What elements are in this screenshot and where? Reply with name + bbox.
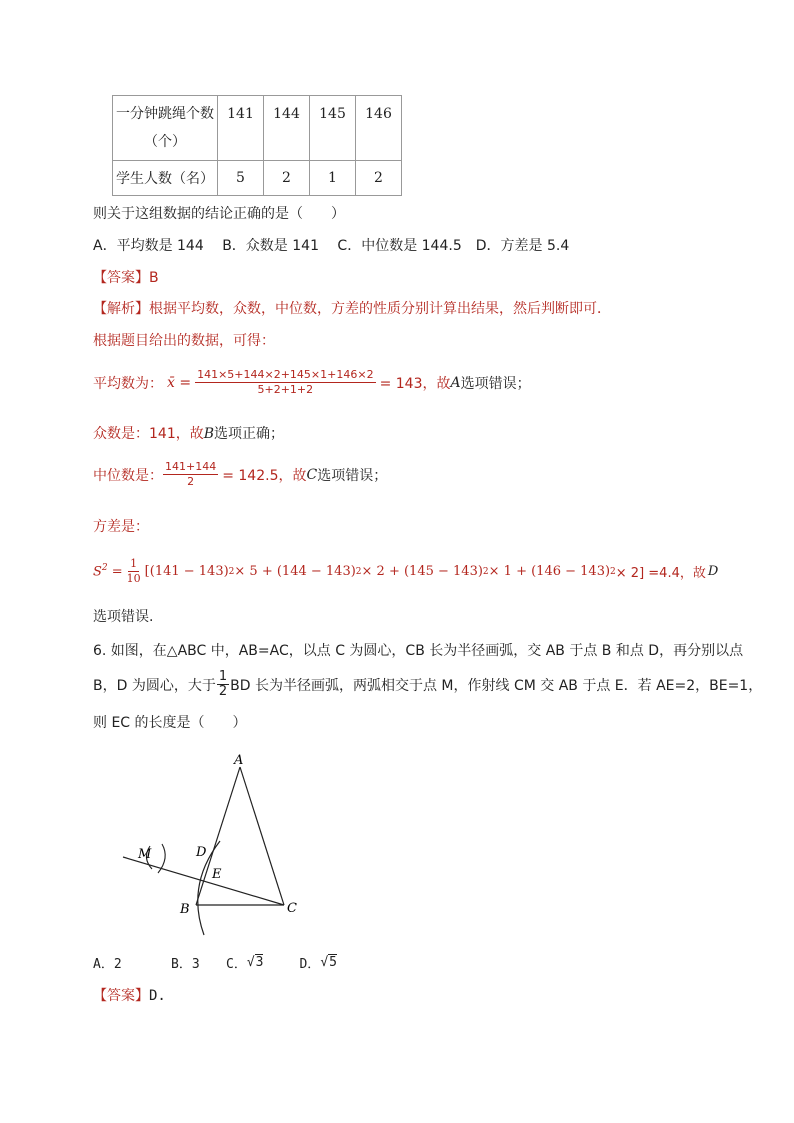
variance-formula: $S^2$ = $\frac{1}{10}$ [(141 − 143) 2 × 5 + (144 − 143) 2 × 2 + (145 − 143) 2 × 1 + (146 − 143) 2 × 2] =4.4，故 D xyxy=(93,557,719,585)
table-cell: 144 xyxy=(264,96,310,161)
half-fraction xyxy=(217,670,229,699)
sqrt3-expression: √3 xyxy=(246,955,264,970)
segment-ab xyxy=(196,767,240,905)
variance-label: 方差是： xyxy=(93,519,149,535)
half-denominator: 2 xyxy=(218,684,228,699)
median-tail: 选项错误； xyxy=(317,467,388,484)
median-result: = 142.5，故 xyxy=(222,467,307,484)
mean-line xyxy=(93,368,531,397)
label-e: E xyxy=(212,867,222,882)
mode-line xyxy=(93,423,284,443)
table-cell: 2 xyxy=(356,161,402,196)
sqrt5-expression: √5 xyxy=(320,955,337,970)
table-cell: 1 xyxy=(310,161,356,196)
sqrt3-radicand: 3 xyxy=(255,955,264,970)
label-b: B xyxy=(180,902,190,917)
variance-part: × 1 + (146 − 143) xyxy=(488,564,611,579)
q6-line2-part: BD 长为半径画弧，两弧相交于点 M，作射线 CM 交 AB 于点 E．若 AE=2，BE=1， xyxy=(230,677,763,694)
variance-part: × 2 + (145 − 143) xyxy=(361,564,483,579)
q6-answer xyxy=(93,985,166,1005)
median-denominator: 2 xyxy=(187,475,195,488)
q5-analysis xyxy=(93,298,611,318)
table-cell: 145 xyxy=(310,96,356,161)
answer-tag: 【答案】 xyxy=(93,988,149,1004)
variance-fraction xyxy=(125,557,143,586)
label-a: A xyxy=(234,753,244,768)
s-squared: $S^2$ = xyxy=(93,563,123,580)
variance-part: × 5 + (144 − 143) xyxy=(234,564,356,579)
mode-text: 众数是：141，故 xyxy=(93,426,204,442)
table-cell: 5 xyxy=(218,161,264,196)
median-label: 中位数是： xyxy=(93,467,163,484)
geometry-figure xyxy=(110,745,310,945)
variance-denominator: 10 xyxy=(126,572,141,585)
answer-tag: 【答案】 xyxy=(93,270,149,286)
median-numerator: 141+144 xyxy=(165,460,217,473)
q5-answer xyxy=(93,267,159,287)
label-m: M xyxy=(138,847,152,862)
ray-cm xyxy=(123,857,284,905)
q5-intro: 根据题目给出的数据，可得： xyxy=(93,333,275,349)
table-cell: 141 xyxy=(218,96,264,161)
table-row xyxy=(113,96,402,161)
median-line xyxy=(93,460,387,489)
table-header-line2: （个） xyxy=(144,134,186,150)
q5-options: A．平均数是 144 B．众数是 141 C．中位数是 144.5 D．方差是 5.4 xyxy=(93,238,570,254)
q6-option-a: A．2 xyxy=(93,957,122,972)
table-row xyxy=(113,161,402,196)
q6-option-b: B．3 xyxy=(171,957,200,972)
mean-letter: A xyxy=(450,374,461,391)
variance-tail: 选项错误. xyxy=(93,609,154,625)
variance-result: × 2] =4.4，故 xyxy=(615,566,706,581)
variance-numerator: 1 xyxy=(130,557,138,570)
answer-value: D. xyxy=(149,988,166,1004)
variance-part: [(141 − 143) xyxy=(144,564,229,579)
analysis-tag: 【解析】 xyxy=(93,301,149,317)
data-table xyxy=(112,95,402,196)
half-numerator: 1 xyxy=(218,669,228,684)
variance-letter: D xyxy=(707,564,719,579)
table-cell: 146 xyxy=(356,96,402,161)
mode-tail: 选项正确； xyxy=(214,426,285,442)
q6-line1: 6. 如图，在△ABC 中，AB=AC，以点 C 为圆心，CB 长为半径画弧，交 AB 于点 B 和点 D，再分别以点 xyxy=(93,643,744,659)
median-letter: C xyxy=(306,466,318,483)
median-fraction xyxy=(163,460,218,489)
segment-ac xyxy=(240,767,284,905)
table-header-line1: 一分钟跳绳个数 xyxy=(116,106,214,122)
mean-fraction xyxy=(195,368,376,397)
xbar-symbol: x̄ = xyxy=(167,374,192,391)
mean-tail: 选项错误； xyxy=(460,375,531,392)
mean-denominator: 5+2+1+2 xyxy=(257,383,314,396)
q6-option-c: C． xyxy=(226,957,247,972)
answer-value: B xyxy=(149,270,159,286)
mean-result: = 143，故 xyxy=(379,375,451,392)
q6-option-d: D． xyxy=(299,957,321,972)
table-header-cell xyxy=(113,96,218,161)
table-row-label: 学生人数（名） xyxy=(113,161,218,196)
label-c: C xyxy=(287,901,297,916)
sqrt5-radicand: 5 xyxy=(329,955,337,970)
q6-line2 xyxy=(93,670,762,699)
mode-letter: B xyxy=(203,426,215,442)
q6-line3: 则 EC 的长度是（ ） xyxy=(93,715,247,731)
label-d: D xyxy=(196,845,207,860)
q6-line2-part: B，D 为圆心，大于 xyxy=(93,677,216,694)
analysis-text: 根据平均数，众数，中位数，方差的性质分别计算出结果，然后判断即可． xyxy=(149,301,611,317)
q5-question: 则关于这组数据的结论正确的是（ ） xyxy=(93,206,345,222)
mean-numerator: 141×5+144×2+145×1+146×2 xyxy=(197,368,374,381)
q6-options xyxy=(93,953,337,972)
table-cell: 2 xyxy=(264,161,310,196)
mean-label: 平均数为： xyxy=(93,375,163,392)
